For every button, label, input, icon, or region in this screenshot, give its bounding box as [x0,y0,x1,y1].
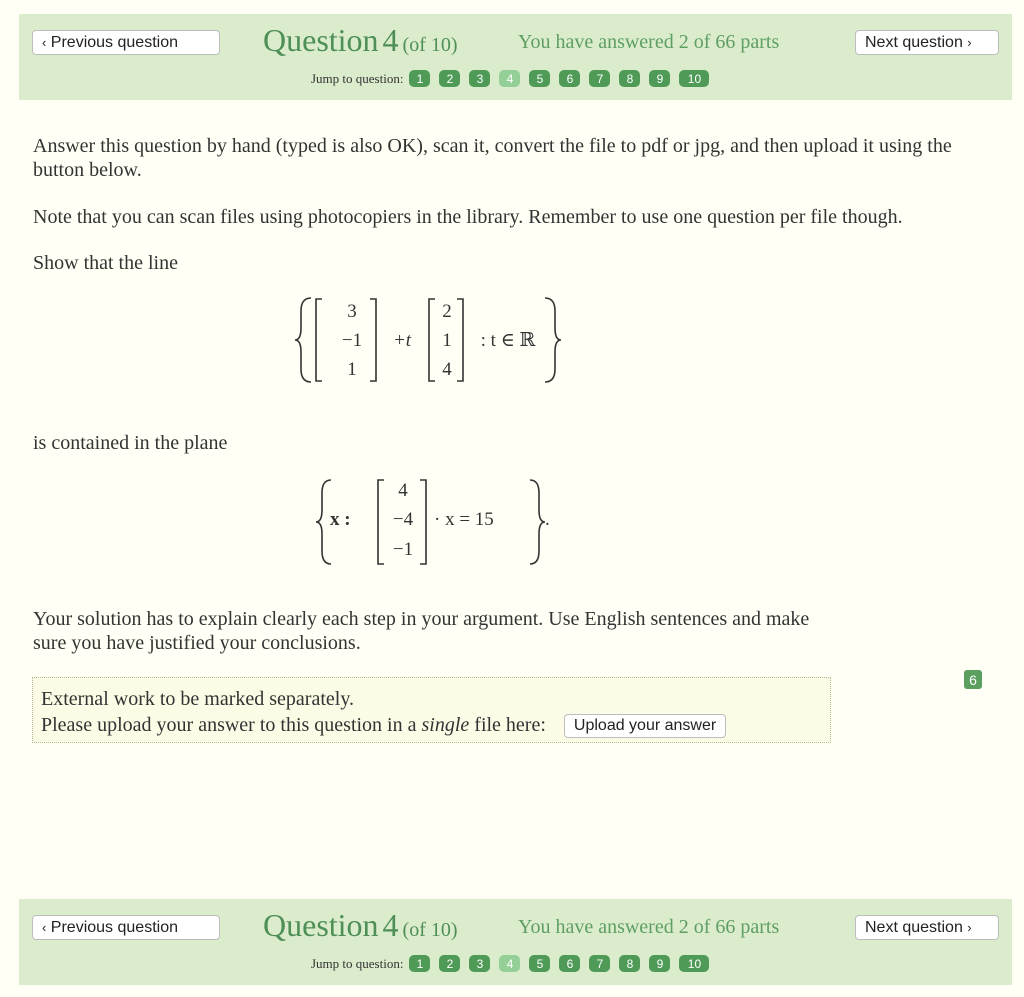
line-point-2: −1 [341,330,363,351]
question-number: 4 [382,907,399,943]
plane-normal-3: −1 [392,539,414,560]
answered-progress: You have answered 2 of 66 parts [518,916,780,938]
line-direction-2: 1 [442,330,452,351]
question-nav-bottom [19,899,1012,985]
line-set-math [295,295,565,385]
line-direction-3: 4 [442,359,452,380]
chevron-left-icon: ‹ [42,920,47,935]
answered-progress: You have answered 2 of 66 parts [518,31,780,53]
line-condition: : t ∈ ℝ [480,330,536,351]
jump-question-1[interactable]: 1 [409,70,430,87]
jump-question-10[interactable]: 10 [679,70,709,87]
jump-question-8[interactable]: 8 [619,70,640,87]
upload-answer-button[interactable]: Upload your answer [564,714,726,738]
question-title [263,907,458,944]
upload-prompt-after: file here: [474,714,546,736]
plane-normal-2: −4 [392,509,414,530]
jump-question-2[interactable]: 2 [439,70,460,87]
plane-dot-x: · x = 15 [434,509,494,530]
jump-label: Jump to question: [311,955,404,971]
jump-question-7[interactable]: 7 [589,70,610,87]
jump-to-question [311,955,718,972]
solution-note: Your solution has to explain clearly each step in your argument. Use English sentences and make sure you have justified your conclusions. [33,608,810,654]
next-question-button[interactable] [855,915,999,940]
question-number: 4 [382,22,399,58]
question-count: (of 10) [402,919,458,941]
question-word: Question [263,22,379,58]
chevron-right-icon: › [967,920,972,935]
question-nav-top [19,14,1012,100]
upload-prompt-emphasis: single [421,714,470,736]
marks-badge: 6 [964,670,982,689]
previous-question-button[interactable] [32,30,220,55]
jump-label: Jump to question: [311,70,404,86]
jump-question-6[interactable]: 6 [559,70,580,87]
line-direction-1: 2 [442,301,452,322]
upload-prompt [41,712,822,738]
question-count: (of 10) [402,34,458,56]
contained-text: is contained in the plane [33,432,228,454]
jump-question-3[interactable]: 3 [469,955,490,972]
jump-question-6[interactable]: 6 [559,955,580,972]
question-title [263,22,458,59]
jump-question-4[interactable]: 4 [499,955,520,972]
jump-to-question [311,70,718,87]
plane-normal-1: 4 [398,480,408,501]
plane-set-math [316,476,561,568]
previous-question-button[interactable] [32,915,220,940]
previous-question-label: Previous question [50,33,178,51]
question-word: Question [263,907,379,943]
next-question-label: Next question [865,918,963,936]
jump-question-10[interactable]: 10 [679,955,709,972]
jump-question-1[interactable]: 1 [409,955,430,972]
line-point-1: 3 [347,301,357,322]
external-work-text: External work to be marked separately. [41,688,355,710]
upload-instructions: Answer this question by hand (typed is also OK), scan it, convert the file to pdf or jpg, and then upload it using the button below. [33,135,952,181]
plane-x-prefix: x : [330,509,351,530]
jump-question-8[interactable]: 8 [619,955,640,972]
chevron-right-icon: › [967,35,972,50]
jump-question-7[interactable]: 7 [589,955,610,972]
jump-question-4[interactable]: 4 [499,70,520,87]
jump-question-3[interactable]: 3 [469,70,490,87]
plus-t: +t [392,330,412,351]
jump-question-5[interactable]: 5 [529,70,550,87]
line-point-3: 1 [347,359,357,380]
show-line-text: Show that the line [33,252,178,274]
jump-question-2[interactable]: 2 [439,955,460,972]
scan-note: Note that you can scan files using photocopiers in the library. Remember to use one question per file though. [33,206,903,228]
jump-question-9[interactable]: 9 [649,70,670,87]
upload-prompt-before: Please upload your answer to this question in a [41,714,417,736]
plane-period: . [545,509,550,530]
next-question-label: Next question [865,33,963,51]
next-question-button[interactable] [855,30,999,55]
chevron-left-icon: ‹ [42,35,47,50]
jump-question-5[interactable]: 5 [529,955,550,972]
previous-question-label: Previous question [50,918,178,936]
external-work-box [32,677,831,743]
jump-question-9[interactable]: 9 [649,955,670,972]
